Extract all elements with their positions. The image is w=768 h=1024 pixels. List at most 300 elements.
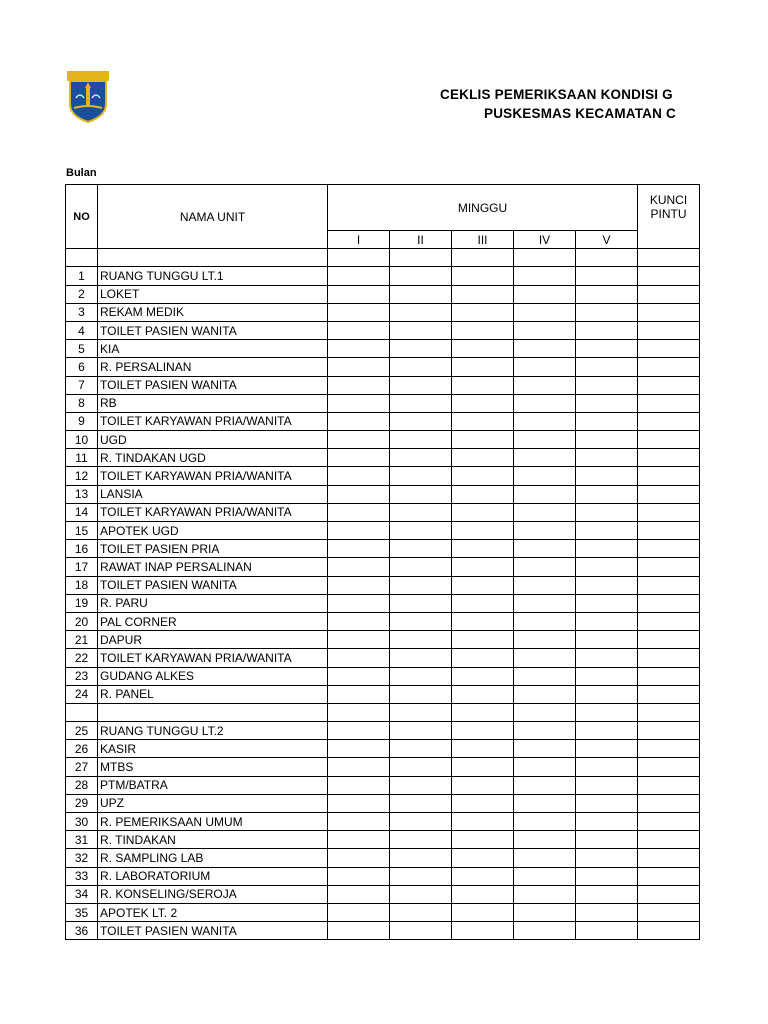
week-3-check-cell[interactable]: [452, 649, 514, 667]
kunci-pintu-cell[interactable]: [638, 249, 700, 267]
week-2-check-cell[interactable]: [390, 722, 452, 740]
week-5-check-cell[interactable]: [576, 394, 638, 412]
week-1-check-cell[interactable]: [328, 849, 390, 867]
week-4-check-cell[interactable]: [514, 903, 576, 921]
week-3-check-cell[interactable]: [452, 522, 514, 540]
row-number: 9: [66, 412, 98, 430]
week-5-check-cell[interactable]: [576, 267, 638, 285]
week-5-check-cell[interactable]: [576, 449, 638, 467]
row-number: 17: [66, 558, 98, 576]
week-3-check-cell[interactable]: [452, 540, 514, 558]
week-1-check-cell[interactable]: [328, 376, 390, 394]
week-1-check-cell[interactable]: [328, 685, 390, 703]
week-2-check-cell[interactable]: [390, 649, 452, 667]
kunci-pintu-cell[interactable]: [638, 594, 700, 612]
row-number: 26: [66, 740, 98, 758]
week-1-check-cell[interactable]: [328, 431, 390, 449]
week-1-check-cell[interactable]: [328, 703, 390, 721]
week-2-check-cell[interactable]: [390, 412, 452, 430]
row-number: 11: [66, 449, 98, 467]
week-3-check-cell[interactable]: [452, 849, 514, 867]
row-number: [66, 249, 98, 267]
week-4-check-cell[interactable]: [514, 885, 576, 903]
kunci-pintu-cell[interactable]: [638, 649, 700, 667]
week-2-check-cell[interactable]: [390, 522, 452, 540]
week-1-check-cell[interactable]: [328, 358, 390, 376]
table-row: [66, 758, 700, 776]
week-2-check-cell[interactable]: [390, 449, 452, 467]
week-2-check-cell[interactable]: [390, 358, 452, 376]
week-5-check-cell[interactable]: [576, 631, 638, 649]
week-1-check-cell[interactable]: [328, 831, 390, 849]
table-row: [66, 267, 700, 285]
kunci-pintu-cell[interactable]: [638, 449, 700, 467]
bulan-label: Bulan: [66, 167, 97, 179]
week-1-check-cell[interactable]: [328, 722, 390, 740]
week-2-check-cell[interactable]: [390, 703, 452, 721]
week-2-check-cell[interactable]: [390, 849, 452, 867]
week-5-check-cell[interactable]: [576, 467, 638, 485]
row-number: 20: [66, 612, 98, 630]
unit-name: UGD: [98, 431, 328, 449]
week-5-check-cell[interactable]: [576, 522, 638, 540]
unit-name: R. PEMERIKSAAN UMUM: [98, 813, 328, 831]
week-2-check-cell[interactable]: [390, 285, 452, 303]
week-4-check-cell[interactable]: [514, 394, 576, 412]
week-3-check-cell[interactable]: [452, 631, 514, 649]
week-3-check-cell[interactable]: [452, 667, 514, 685]
week-5-check-cell[interactable]: [576, 903, 638, 921]
row-number: 21: [66, 631, 98, 649]
kunci-pintu-cell[interactable]: [638, 813, 700, 831]
week-3-check-cell[interactable]: [452, 412, 514, 430]
week-4-check-cell[interactable]: [514, 685, 576, 703]
week-5-check-cell[interactable]: [576, 358, 638, 376]
unit-name: LOKET: [98, 285, 328, 303]
week-1-check-cell[interactable]: [328, 394, 390, 412]
week-1-check-cell[interactable]: [328, 903, 390, 921]
table-row: [66, 358, 700, 376]
week-4-check-cell[interactable]: [514, 922, 576, 940]
week-1-check-cell[interactable]: [328, 340, 390, 358]
week-1-check-cell[interactable]: [328, 794, 390, 812]
week-1-check-cell[interactable]: [328, 249, 390, 267]
week-2-check-cell[interactable]: [390, 903, 452, 921]
row-number: 6: [66, 358, 98, 376]
kunci-pintu-cell[interactable]: [638, 885, 700, 903]
week-4-check-cell[interactable]: [514, 576, 576, 594]
week-2-check-cell[interactable]: [390, 267, 452, 285]
week-3-check-cell[interactable]: [452, 267, 514, 285]
row-number: 4: [66, 321, 98, 339]
week-2-check-cell[interactable]: [390, 685, 452, 703]
table-row: [66, 412, 700, 430]
kunci-pintu-cell[interactable]: [638, 285, 700, 303]
table-row: [66, 649, 700, 667]
week-5-check-cell[interactable]: [576, 249, 638, 267]
week-3-check-cell[interactable]: [452, 376, 514, 394]
week-4-check-cell[interactable]: [514, 449, 576, 467]
week-col-3: III: [452, 231, 514, 249]
kunci-pintu-cell[interactable]: [638, 776, 700, 794]
week-4-check-cell[interactable]: [514, 849, 576, 867]
table-row: [66, 376, 700, 394]
week-5-check-cell[interactable]: [576, 612, 638, 630]
week-3-check-cell[interactable]: [452, 612, 514, 630]
week-5-check-cell[interactable]: [576, 412, 638, 430]
kunci-pintu-cell[interactable]: [638, 503, 700, 521]
week-2-check-cell[interactable]: [390, 467, 452, 485]
week-2-check-cell[interactable]: [390, 376, 452, 394]
unit-name: LANSIA: [98, 485, 328, 503]
row-number: 3: [66, 303, 98, 321]
week-4-check-cell[interactable]: [514, 740, 576, 758]
week-3-check-cell[interactable]: [452, 758, 514, 776]
row-number: 31: [66, 831, 98, 849]
week-2-check-cell[interactable]: [390, 321, 452, 339]
week-3-check-cell[interactable]: [452, 703, 514, 721]
week-3-check-cell[interactable]: [452, 903, 514, 921]
week-2-check-cell[interactable]: [390, 558, 452, 576]
week-1-check-cell[interactable]: [328, 540, 390, 558]
week-1-check-cell[interactable]: [328, 321, 390, 339]
week-4-check-cell[interactable]: [514, 249, 576, 267]
week-5-check-cell[interactable]: [576, 594, 638, 612]
week-5-check-cell[interactable]: [576, 485, 638, 503]
header-minggu: MINGGU: [328, 185, 638, 231]
week-2-check-cell[interactable]: [390, 503, 452, 521]
row-number: 32: [66, 849, 98, 867]
kunci-pintu-cell[interactable]: [638, 667, 700, 685]
week-5-check-cell[interactable]: [576, 813, 638, 831]
week-3-check-cell[interactable]: [452, 358, 514, 376]
kunci-pintu-cell[interactable]: [638, 431, 700, 449]
kunci-pintu-cell[interactable]: [638, 740, 700, 758]
week-2-check-cell[interactable]: [390, 813, 452, 831]
week-4-check-cell[interactable]: [514, 612, 576, 630]
week-5-check-cell[interactable]: [576, 503, 638, 521]
week-5-check-cell[interactable]: [576, 722, 638, 740]
kunci-pintu-cell[interactable]: [638, 758, 700, 776]
row-number: 1: [66, 267, 98, 285]
row-number: 10: [66, 431, 98, 449]
week-4-check-cell[interactable]: [514, 540, 576, 558]
week-2-check-cell[interactable]: [390, 249, 452, 267]
week-4-check-cell[interactable]: [514, 722, 576, 740]
table-row: [66, 813, 700, 831]
week-2-check-cell[interactable]: [390, 431, 452, 449]
week-3-check-cell[interactable]: [452, 685, 514, 703]
week-4-check-cell[interactable]: [514, 867, 576, 885]
week-5-check-cell[interactable]: [576, 558, 638, 576]
kunci-pintu-cell[interactable]: [638, 903, 700, 921]
week-3-check-cell[interactable]: [452, 776, 514, 794]
week-1-check-cell[interactable]: [328, 667, 390, 685]
week-1-check-cell[interactable]: [328, 612, 390, 630]
table-row: [66, 740, 700, 758]
week-2-check-cell[interactable]: [390, 758, 452, 776]
week-3-check-cell[interactable]: [452, 340, 514, 358]
unit-name: MTBS: [98, 758, 328, 776]
week-3-check-cell[interactable]: [452, 813, 514, 831]
table-row: [66, 867, 700, 885]
week-2-check-cell[interactable]: [390, 867, 452, 885]
week-5-check-cell[interactable]: [576, 867, 638, 885]
row-number: 23: [66, 667, 98, 685]
week-1-check-cell[interactable]: [328, 776, 390, 794]
week-1-check-cell[interactable]: [328, 412, 390, 430]
week-5-check-cell[interactable]: [576, 885, 638, 903]
week-1-check-cell[interactable]: [328, 558, 390, 576]
unit-name: DAPUR: [98, 631, 328, 649]
week-2-check-cell[interactable]: [390, 540, 452, 558]
kunci-pintu-cell[interactable]: [638, 267, 700, 285]
row-number: 13: [66, 485, 98, 503]
table-row: [66, 285, 700, 303]
week-3-check-cell[interactable]: [452, 922, 514, 940]
week-3-check-cell[interactable]: [452, 740, 514, 758]
week-5-check-cell[interactable]: [576, 922, 638, 940]
week-4-check-cell[interactable]: [514, 321, 576, 339]
week-4-check-cell[interactable]: [514, 667, 576, 685]
unit-name: TOILET PASIEN WANITA: [98, 376, 328, 394]
week-1-check-cell[interactable]: [328, 594, 390, 612]
crest-logo: [66, 70, 110, 124]
kunci-pintu-cell[interactable]: [638, 722, 700, 740]
week-4-check-cell[interactable]: [514, 776, 576, 794]
week-4-check-cell[interactable]: [514, 485, 576, 503]
table-row: [66, 594, 700, 612]
table-row: [66, 576, 700, 594]
unit-name: TOILET KARYAWAN PRIA/WANITA: [98, 467, 328, 485]
week-3-check-cell[interactable]: [452, 285, 514, 303]
kunci-pintu-cell[interactable]: [638, 522, 700, 540]
row-number: 35: [66, 903, 98, 921]
week-1-check-cell[interactable]: [328, 740, 390, 758]
week-5-check-cell[interactable]: [576, 576, 638, 594]
week-2-check-cell[interactable]: [390, 612, 452, 630]
week-3-check-cell[interactable]: [452, 885, 514, 903]
week-4-check-cell[interactable]: [514, 649, 576, 667]
week-1-check-cell[interactable]: [328, 485, 390, 503]
table-row: [66, 522, 700, 540]
week-5-check-cell[interactable]: [576, 285, 638, 303]
week-4-check-cell[interactable]: [514, 594, 576, 612]
week-3-check-cell[interactable]: [452, 467, 514, 485]
week-1-check-cell[interactable]: [328, 467, 390, 485]
unit-name: RAWAT INAP PERSALINAN: [98, 558, 328, 576]
week-2-check-cell[interactable]: [390, 885, 452, 903]
week-4-check-cell[interactable]: [514, 758, 576, 776]
week-4-check-cell[interactable]: [514, 558, 576, 576]
week-3-check-cell[interactable]: [452, 576, 514, 594]
week-5-check-cell[interactable]: [576, 340, 638, 358]
week-5-check-cell[interactable]: [576, 849, 638, 867]
row-number: 22: [66, 649, 98, 667]
week-1-check-cell[interactable]: [328, 867, 390, 885]
week-1-check-cell[interactable]: [328, 758, 390, 776]
unit-name: R. LABORATORIUM: [98, 867, 328, 885]
week-4-check-cell[interactable]: [514, 831, 576, 849]
kunci-pintu-cell[interactable]: [638, 412, 700, 430]
week-4-check-cell[interactable]: [514, 522, 576, 540]
table-row: [66, 885, 700, 903]
unit-name: [98, 703, 328, 721]
week-5-check-cell[interactable]: [576, 303, 638, 321]
week-1-check-cell[interactable]: [328, 303, 390, 321]
week-4-check-cell[interactable]: [514, 503, 576, 521]
week-1-check-cell[interactable]: [328, 285, 390, 303]
week-col-5: V: [576, 231, 638, 249]
kunci-pintu-cell[interactable]: [638, 631, 700, 649]
week-2-check-cell[interactable]: [390, 594, 452, 612]
week-1-check-cell[interactable]: [328, 631, 390, 649]
week-1-check-cell[interactable]: [328, 449, 390, 467]
kunci-pintu-cell[interactable]: [638, 340, 700, 358]
week-3-check-cell[interactable]: [452, 722, 514, 740]
kunci-pintu-cell[interactable]: [638, 612, 700, 630]
kunci-pintu-cell[interactable]: [638, 467, 700, 485]
week-3-check-cell[interactable]: [452, 503, 514, 521]
kunci-pintu-cell[interactable]: [638, 794, 700, 812]
week-5-check-cell[interactable]: [576, 431, 638, 449]
kunci-pintu-cell[interactable]: [638, 685, 700, 703]
week-1-check-cell[interactable]: [328, 649, 390, 667]
week-2-check-cell[interactable]: [390, 576, 452, 594]
week-2-check-cell[interactable]: [390, 485, 452, 503]
week-4-check-cell[interactable]: [514, 412, 576, 430]
kunci-pintu-cell[interactable]: [638, 867, 700, 885]
week-3-check-cell[interactable]: [452, 594, 514, 612]
unit-name: TOILET PASIEN WANITA: [98, 576, 328, 594]
week-4-check-cell[interactable]: [514, 303, 576, 321]
week-5-check-cell[interactable]: [576, 649, 638, 667]
week-2-check-cell[interactable]: [390, 631, 452, 649]
week-5-check-cell[interactable]: [576, 540, 638, 558]
unit-name: PAL CORNER: [98, 612, 328, 630]
week-4-check-cell[interactable]: [514, 467, 576, 485]
week-4-check-cell[interactable]: [514, 631, 576, 649]
table-row: [66, 831, 700, 849]
week-1-check-cell[interactable]: [328, 576, 390, 594]
kunci-pintu-cell[interactable]: [638, 376, 700, 394]
week-4-check-cell[interactable]: [514, 703, 576, 721]
row-number: 14: [66, 503, 98, 521]
week-1-check-cell[interactable]: [328, 522, 390, 540]
unit-name: KASIR: [98, 740, 328, 758]
table-row: [66, 394, 700, 412]
week-2-check-cell[interactable]: [390, 340, 452, 358]
week-3-check-cell[interactable]: [452, 867, 514, 885]
kunci-pintu-cell[interactable]: [638, 394, 700, 412]
week-5-check-cell[interactable]: [576, 667, 638, 685]
row-number: 30: [66, 813, 98, 831]
unit-name: R. PERSALINAN: [98, 358, 328, 376]
week-1-check-cell[interactable]: [328, 922, 390, 940]
week-1-check-cell[interactable]: [328, 885, 390, 903]
table-row: [66, 722, 700, 740]
week-1-check-cell[interactable]: [328, 813, 390, 831]
week-3-check-cell[interactable]: [452, 321, 514, 339]
week-5-check-cell[interactable]: [576, 740, 638, 758]
kunci-pintu-cell[interactable]: [638, 358, 700, 376]
week-1-check-cell[interactable]: [328, 267, 390, 285]
week-5-check-cell[interactable]: [576, 376, 638, 394]
unit-name: RUANG TUNGGU LT.2: [98, 722, 328, 740]
kunci-pintu-cell[interactable]: [638, 558, 700, 576]
week-4-check-cell[interactable]: [514, 285, 576, 303]
kunci-pintu-cell[interactable]: [638, 576, 700, 594]
week-3-check-cell[interactable]: [452, 558, 514, 576]
week-4-check-cell[interactable]: [514, 794, 576, 812]
unit-name: PTM/BATRA: [98, 776, 328, 794]
week-3-check-cell[interactable]: [452, 831, 514, 849]
week-1-check-cell[interactable]: [328, 503, 390, 521]
week-5-check-cell[interactable]: [576, 776, 638, 794]
kunci-pintu-cell[interactable]: [638, 849, 700, 867]
kunci-pintu-cell[interactable]: [638, 303, 700, 321]
week-4-check-cell[interactable]: [514, 267, 576, 285]
table-row: [66, 558, 700, 576]
kunci-pintu-cell[interactable]: [638, 540, 700, 558]
week-2-check-cell[interactable]: [390, 394, 452, 412]
document-title: [440, 85, 768, 123]
table-row: [66, 340, 700, 358]
week-5-check-cell[interactable]: [576, 703, 638, 721]
week-2-check-cell[interactable]: [390, 303, 452, 321]
week-5-check-cell[interactable]: [576, 831, 638, 849]
week-3-check-cell[interactable]: [452, 394, 514, 412]
unit-name: R. TINDAKAN: [98, 831, 328, 849]
week-3-check-cell[interactable]: [452, 449, 514, 467]
kunci-pintu-cell[interactable]: [638, 321, 700, 339]
week-4-check-cell[interactable]: [514, 431, 576, 449]
week-3-check-cell[interactable]: [452, 485, 514, 503]
table-row: [66, 667, 700, 685]
week-3-check-cell[interactable]: [452, 794, 514, 812]
unit-name: KIA: [98, 340, 328, 358]
week-2-check-cell[interactable]: [390, 831, 452, 849]
week-2-check-cell[interactable]: [390, 667, 452, 685]
week-2-check-cell[interactable]: [390, 794, 452, 812]
week-4-check-cell[interactable]: [514, 340, 576, 358]
table-row: [66, 431, 700, 449]
week-4-check-cell[interactable]: [514, 376, 576, 394]
week-3-check-cell[interactable]: [452, 249, 514, 267]
unit-name: RUANG TUNGGU LT.1: [98, 267, 328, 285]
week-5-check-cell[interactable]: [576, 794, 638, 812]
week-5-check-cell[interactable]: [576, 321, 638, 339]
week-3-check-cell[interactable]: [452, 431, 514, 449]
week-2-check-cell[interactable]: [390, 740, 452, 758]
kunci-pintu-cell[interactable]: [638, 922, 700, 940]
row-number: 34: [66, 885, 98, 903]
header-kunci-pintu: [638, 185, 700, 249]
week-5-check-cell[interactable]: [576, 685, 638, 703]
kunci-pintu-cell[interactable]: [638, 703, 700, 721]
unit-name: UPZ: [98, 794, 328, 812]
week-2-check-cell[interactable]: [390, 922, 452, 940]
week-5-check-cell[interactable]: [576, 758, 638, 776]
week-2-check-cell[interactable]: [390, 776, 452, 794]
kunci-pintu-cell[interactable]: [638, 831, 700, 849]
table-row: [66, 703, 700, 721]
week-4-check-cell[interactable]: [514, 813, 576, 831]
row-number: 18: [66, 576, 98, 594]
week-3-check-cell[interactable]: [452, 303, 514, 321]
kunci-pintu-cell[interactable]: [638, 485, 700, 503]
week-4-check-cell[interactable]: [514, 358, 576, 376]
